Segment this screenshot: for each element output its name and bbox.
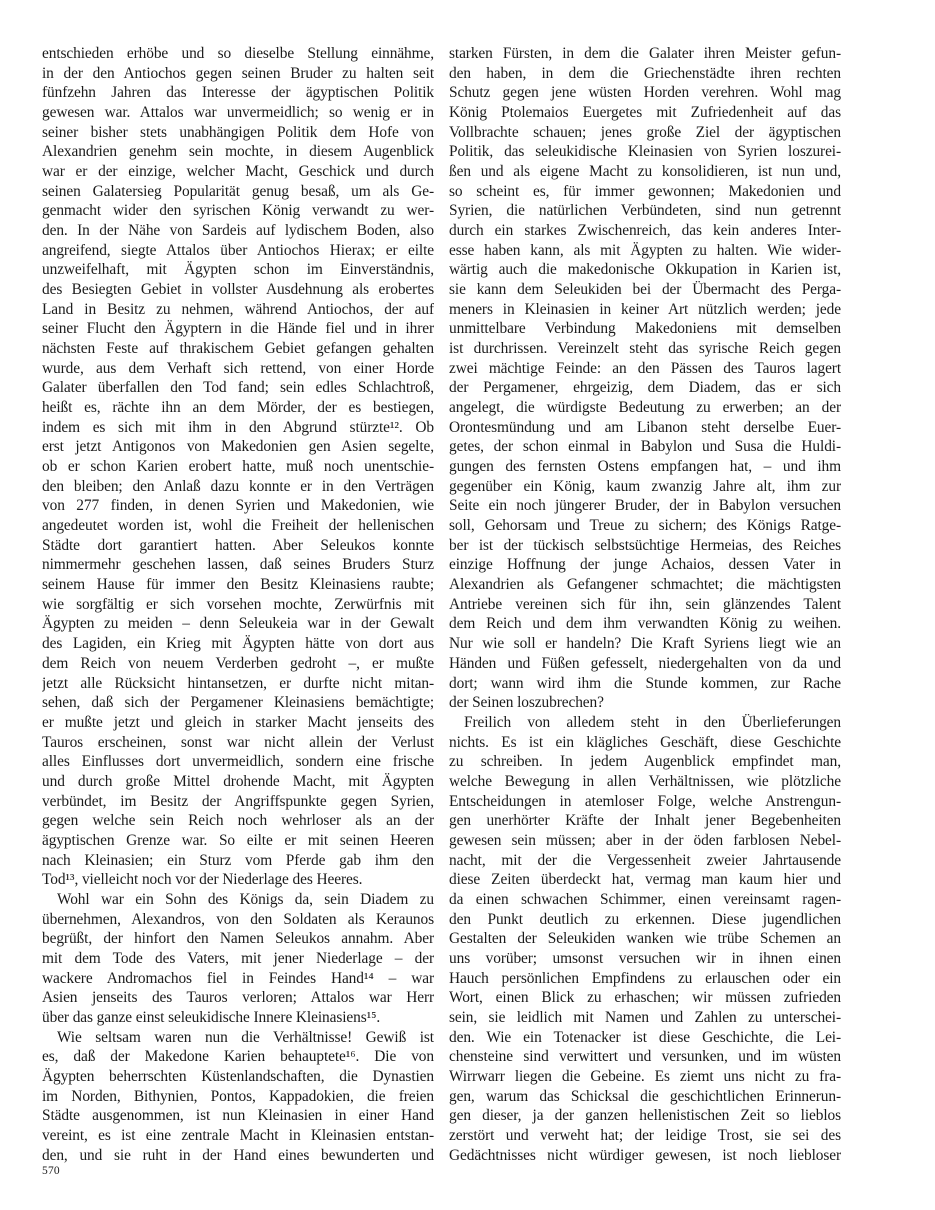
text-line: unzweifelhaft, mit Ägypten schon im Einverständnis,: [42, 261, 434, 279]
text-line: wurde, aus dem Verhaft sich rettend, von einer Horde: [42, 359, 434, 377]
text-line: diese Zeiten überdeckt hat, vermag man kaum hier und: [449, 871, 841, 889]
text-line: dem Reich von neuem Verderben gedroht –, er mußte: [42, 654, 434, 672]
text-line: war er der einzige, welcher Macht, Geschick und durch: [42, 163, 434, 181]
text-line: unmittelbare Verbindung Makedoniens mit demselben: [449, 320, 841, 338]
text-line: Nur wie soll er handeln? Die Kraft Syriens liegt wie an: [449, 635, 841, 653]
text-line: des Besiegten Gebiet in vollster Ausdehnung als erobertes: [42, 281, 434, 299]
text-line: zerstört und verweht hat; der leidige Trost, sie sei des: [449, 1126, 841, 1144]
text-line: esse haben kann, als mit Ägypten zu halten. Wie wider-: [449, 241, 841, 259]
text-line: nach Kleinasien; ein Sturz vom Pferde gab ihm den: [42, 851, 434, 869]
text-line: dem Reich und dem ihm verwandten König zu weihen.: [449, 615, 841, 633]
text-line: durch ein starkes Zwischenreich, das kein anderes Inter-: [449, 222, 841, 240]
text-line: nacht, mit der die Vergessenheit zweier Jahrtausende: [449, 851, 841, 869]
text-line: Gestalten der Seleukiden wanken wie trübe Schemen an: [449, 930, 841, 948]
text-line: Land in Besitz zu nehmen, während Antiochos, der auf: [42, 300, 434, 318]
text-line: der Seinen loszubrechen?: [449, 694, 604, 712]
text-line: gen unerhörter Kräfte der Inhalt jener Begebenheiten: [449, 812, 841, 830]
text-line: Alexandrien genehm sein mochte, in diesem Augenblick: [42, 143, 434, 161]
text-line: Tod¹³, vielleicht noch vor der Niederlage des Heeres.: [42, 871, 363, 889]
text-line: Syrien, die natürlichen Verbündeten, sind nun getrennt: [449, 202, 841, 220]
text-line: ob er schon Karien erobert hatte, muß noch unentschie-: [42, 458, 434, 476]
text-line: Ägypten beherrschten Küstenlandschaften, die Dynastien: [42, 1067, 434, 1085]
text-line: und durch große Mittel drohende Macht, mit Ägypten: [42, 772, 434, 790]
text-line: starken Fürsten, in dem die Galater ihren Meister gefun-: [449, 45, 841, 62]
text-line: ber ist der tückisch selbstsüchtige Hermeias, des Reiches: [449, 536, 841, 554]
text-line: Wie seltsam waren nun die Verhältnisse! Gewiß ist: [57, 1028, 434, 1046]
text-line: Wohl war ein Sohn des Königs da, sein Diadem zu: [57, 890, 434, 908]
text-line: fünfzehn Jahren das Interesse der ägyptischen Politik: [42, 84, 434, 102]
text-line: Entscheidungen in atemloser Folge, welche Anstrengun-: [449, 792, 841, 810]
text-line: Alexandrien als Gefangener schmachtet; die mächtigsten: [449, 576, 841, 594]
text-line: den, und sie ruht in der Hand eines bewunderten und: [42, 1146, 434, 1164]
text-line: alles Einflusses dort unvermeidlich, sondern eine frische: [42, 753, 434, 771]
text-line: im Norden, Bithynien, Pontos, Kappadokien, die freien: [42, 1087, 434, 1105]
text-line: wärtig auch die makedonische Okkupation in Karien ist,: [449, 261, 841, 279]
text-line: ägyptischen Grenze war. So eilte er mit seinen Heeren: [42, 831, 434, 849]
text-line: genmacht wider den syrischen König verwandt zu wer-: [42, 202, 434, 220]
text-line: sie kann dem Seleukiden bei der Übermacht des Perga-: [449, 281, 841, 299]
text-line: wie sorgfältig er sich vorsehen mochte, Zerwürfnis mit: [42, 595, 434, 613]
text-line: Händen und Füßen gefesselt, niedergehalten von da und: [449, 654, 841, 672]
text-line: gegenüber ein König, kaum zwanzig Jahre alt, ihm zur: [449, 477, 841, 495]
text-line: sehen, daß sich der Pergamener Kleinasiens bemächtigte;: [42, 694, 434, 712]
text-line: Schutz gegen jene wüsten Horden verehren. Wohl mag: [449, 84, 841, 102]
text-line: Galater überfallen den Tod fand; sein edles Schlachtroß,: [42, 379, 434, 397]
text-line: Hauch persönlichen Empfindens zu erlauschen oder ein: [449, 969, 841, 987]
text-line: sein, sie leidlich mit Namen und Zahlen zu unterschei-: [449, 1008, 841, 1026]
text-line: heißt es, rächte ihn an dem Mörder, der es bestiegen,: [42, 399, 434, 417]
text-line: meners in Kleinasien in keiner Art nützlich werden; jede: [449, 300, 841, 318]
text-column-left: [42, 44, 434, 1165]
text-line: über das ganze einst seleukidische Innere Kleinasiens¹⁵.: [42, 1008, 381, 1026]
text-line: es, daß der Makedone Karien behauptete¹⁶. Die von: [42, 1048, 434, 1066]
text-line: welche Bewegung in allen Verhältnissen, wie plötzliche: [449, 772, 841, 790]
text-line: uns vorüber; umsonst versuchen wir in ihnen einen: [449, 949, 841, 967]
text-line: gen dieser, ja der ganzen hellenistischen Zeit so lieblos: [449, 1107, 841, 1125]
text-line: chensteine sind verwittert und versunken, und im wüsten: [449, 1048, 841, 1066]
text-line: den haben, in dem die Griechenstädte ihren rechten: [449, 64, 841, 82]
text-line: ist durchrissen. Vereinzelt steht das syrische Reich gegen: [449, 340, 841, 358]
text-line: er mußte jetzt und gleich in starker Macht jenseits des: [42, 713, 434, 731]
text-line: übernehmen, Alexandros, von den Soldaten als Keraunos: [42, 910, 434, 928]
text-column-right: [449, 44, 841, 1165]
text-block: [42, 44, 841, 1165]
text-line: gegen welche sein Reich noch wehrloser als an der: [42, 812, 434, 830]
text-line: Tauros erscheinen, sonst war nicht allein der Verlust: [42, 733, 434, 751]
text-line: ßen und als eigene Macht zu konsolidieren, ist nun und,: [449, 163, 841, 181]
page-number: 570: [42, 1165, 60, 1177]
text-line: nimmermehr geschehen lassen, daß seines Bruders Sturz: [42, 556, 434, 574]
text-line: Asien jenseits des Tauros verloren; Attalos war Herr: [42, 989, 434, 1007]
text-line: zu schreiben. In jedem Augenblick empfindet man,: [449, 753, 841, 771]
text-line: Orontesmündung und am Libanon steht derselbe Euer-: [449, 418, 841, 436]
text-line: den. Wie ein Totenacker ist diese Geschichte, die Lei-: [449, 1028, 841, 1046]
text-line: Ägypten zu meiden – denn Seleukeia war in der Gewalt: [42, 615, 434, 633]
text-line: Seite ein noch jüngerer Bruder, der in Babylon versuchen: [449, 497, 841, 515]
text-line: so scheint es, für immer gewonnen; Makedonien und: [449, 182, 841, 200]
text-line: gewesen sein müssen; aber in der öden farblosen Nebel-: [449, 831, 841, 849]
text-line: angelegt, die würdigste Bedeutung zu erwerben; an der: [449, 399, 841, 417]
text-line: da einen schwachen Schimmer, einen vereinsamt ragen-: [449, 890, 841, 908]
text-line: Wort, einen Blick zu erhaschen; wir müssen zufrieden: [449, 989, 841, 1007]
text-line: gungen des fernsten Ostens empfangen hat, – und ihm: [449, 458, 841, 476]
text-line: angreifend, siegte Attalos über Antiochos Hierax; er eilte: [42, 241, 434, 259]
text-line: gewesen war. Attalos war unvermeidlich; so wenig er in: [42, 104, 434, 122]
text-line: Städte dort garantiert hatten. Aber Seleukos konnte: [42, 536, 434, 554]
text-line: erst jetzt Antigonos von Makedonien gen Asien segelte,: [42, 438, 434, 456]
text-line: der Pergamener, ehrgeizig, dem Diadem, das er sich: [449, 379, 841, 397]
text-line: mit dem Tode des Vaters, mit jener Niederlage – der: [42, 949, 434, 967]
text-line: Vollbrachte schauen; jenes große Ziel der ägyptischen: [449, 123, 841, 141]
text-line: wackere Andromachos fiel in Feindes Hand¹⁴ – war: [42, 969, 434, 987]
text-line: angedeutet worden ist, wohl die Freiheit der hellenischen: [42, 517, 434, 535]
text-line: nichts. Es ist ein klägliches Geschäft, diese Geschichte: [449, 733, 841, 751]
text-line: seinen Galatersieg Popularität genug besaß, um als Ge-: [42, 182, 434, 200]
text-line: getes, der schon einmal in Babylon und Susa die Huldi-: [449, 438, 841, 456]
text-line: in der den Antiochos gegen seinen Bruder zu halten seit: [42, 64, 434, 82]
text-line: Städte ausgenommen, ist nun Kleinasien in einer Hand: [42, 1107, 434, 1125]
text-line: Gedächtnisses nicht würdiger gewesen, ist noch liebloser: [449, 1146, 841, 1164]
text-line: gen, warum das Schicksal die geschichtlichen Erinnerun-: [449, 1087, 841, 1105]
text-line: König Ptolemaios Euergetes mit Zufriedenheit auf das: [449, 104, 841, 122]
text-line: jetzt alle Rücksicht hintansetzen, er durfte nicht mitan-: [42, 674, 434, 692]
text-line: begrüßt, der hinfort den Namen Seleukos annahm. Aber: [42, 930, 434, 948]
text-line: einzige Hoffnung der junge Achaios, dessen Vater in: [449, 556, 841, 574]
text-line: soll, Gehorsam und Treue zu sichern; des Königs Ratge-: [449, 517, 841, 535]
text-line: seiner bisher stets unabhängigen Politik dem Hofe von: [42, 123, 434, 141]
text-line: den bleiben; den Anlaß dazu konnte er in den Verträgen: [42, 477, 434, 495]
text-line: nächsten Feste auf thrakischem Gebiet gefangen gehalten: [42, 340, 434, 358]
text-line: entschieden erhöbe und so dieselbe Stellung einnähme,: [42, 45, 434, 62]
text-line: von 277 finden, in denen Syrien und Makedonien, wie: [42, 497, 434, 515]
text-line: Antriebe vereinen sich für ihn, sein glänzendes Talent: [449, 595, 841, 613]
text-line: verbündet, im Besitz der Angriffspunkte gegen Syrien,: [42, 792, 434, 810]
text-line: den Punkt deutlich zu erkennen. Diese jugendlichen: [449, 910, 841, 928]
text-line: den. In der Nähe von Sardeis auf lydischem Boden, also: [42, 222, 434, 240]
text-line: seinem Hause für immer den Besitz Kleinasiens raubte;: [42, 576, 434, 594]
text-line: Wirrwarr liegen die Gebeine. Es ziemt uns nicht zu fra-: [449, 1067, 841, 1085]
text-line: dort; wann wird ihm die Stunde kommen, zur Rache: [449, 674, 841, 692]
text-line: vereint, es ist eine zentrale Macht in Kleinasien entstan-: [42, 1126, 434, 1144]
text-line: indem es sich mit ihm in den Abgrund stürzte¹². Ob: [42, 418, 434, 436]
text-line: Politik, das seleukidische Kleinasien von Syrien loszurei-: [449, 143, 841, 161]
text-line: zwei mächtige Feinde: an den Pässen des Tauros lagert: [449, 359, 841, 377]
text-line: des Lagiden, ein Krieg mit Ägypten hätte von dort aus: [42, 635, 434, 653]
text-line: seiner Flucht den Ägyptern in die Hände fiel und in ihrer: [42, 320, 434, 338]
text-line: Freilich von alledem steht in den Überlieferungen: [464, 713, 841, 731]
